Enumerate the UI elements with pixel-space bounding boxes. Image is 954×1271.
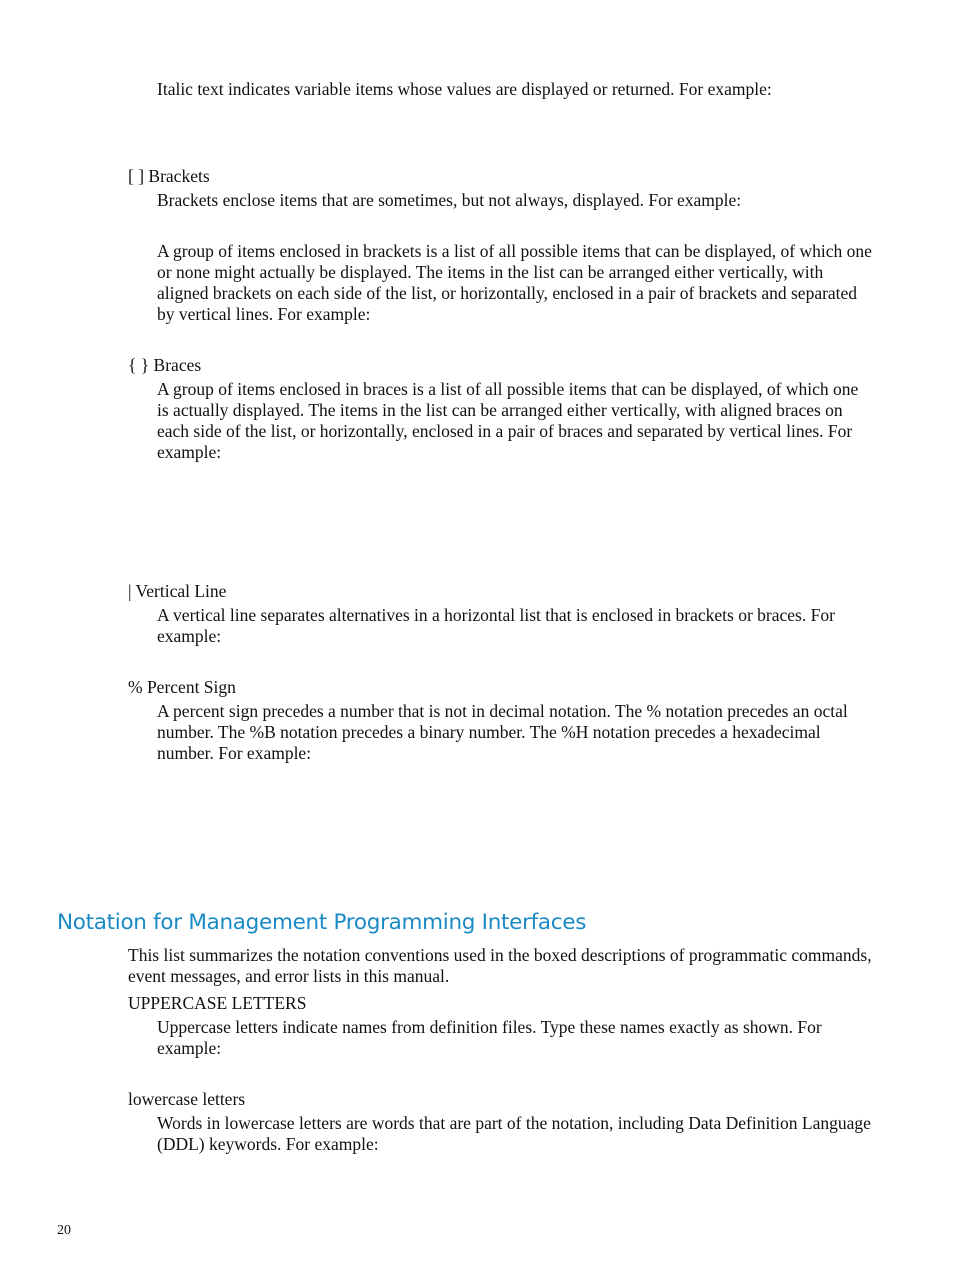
braces-description: A group of items enclosed in braces is a list of all possible items that can be displayed, of which one is actually displayed. The items in the list can be arranged either vertically, with aligned braces on each side of the list, or horizontally, enclosed in a pair of braces and separated by vertical lines. For example: [157,379,859,462]
page-number: 20 [57,1223,71,1238]
brackets-group-description: A group of items enclosed in brackets is a list of all possible items that can be displayed, of which one or none might actually be displayed. The items in the list can be arranged either vertically, with aligned brackets on each side of the list, or horizontally, enclosed in a pair of brackets and separated by vertical lines. For example: [157,241,872,324]
italic-text-description: Italic text indicates variable items whose values are displayed or returned. For example: [157,79,772,99]
brackets-term: [ ] Brackets [128,166,210,186]
brackets-description: Brackets enclose items that are sometimes, but not always, displayed. For example: [157,190,742,210]
vertical-line-term: | Vertical Line [128,581,227,601]
vertical-line-description: A vertical line separates alternatives in a horizontal list that is enclosed in brackets or braces. For example: [157,605,835,646]
lowercase-letters-description: Words in lowercase letters are words that are part of the notation, including Data Definition Language (DDL) keywords. For example: [157,1113,871,1154]
uppercase-letters-description: Uppercase letters indicate names from definition files. Type these names exactly as shown. For example: [157,1017,822,1058]
lowercase-letters-term: lowercase letters [128,1089,246,1109]
percent-sign-description: A percent sign precedes a number that is not in decimal notation. The % notation precedes an octal number. The %B notation precedes a binary number. The %H notation precedes a hexadecimal number. For example: [157,701,848,763]
braces-term: { } Braces [128,355,202,375]
section-heading: Notation for Management Programming Interfaces [57,910,587,935]
section-intro: This list summarizes the notation conventions used in the boxed descriptions of programmatic commands, event messages, and error lists in this manual. [128,945,872,986]
percent-sign-term: % Percent Sign [128,677,236,697]
uppercase-letters-term: UPPERCASE LETTERS [128,993,307,1013]
